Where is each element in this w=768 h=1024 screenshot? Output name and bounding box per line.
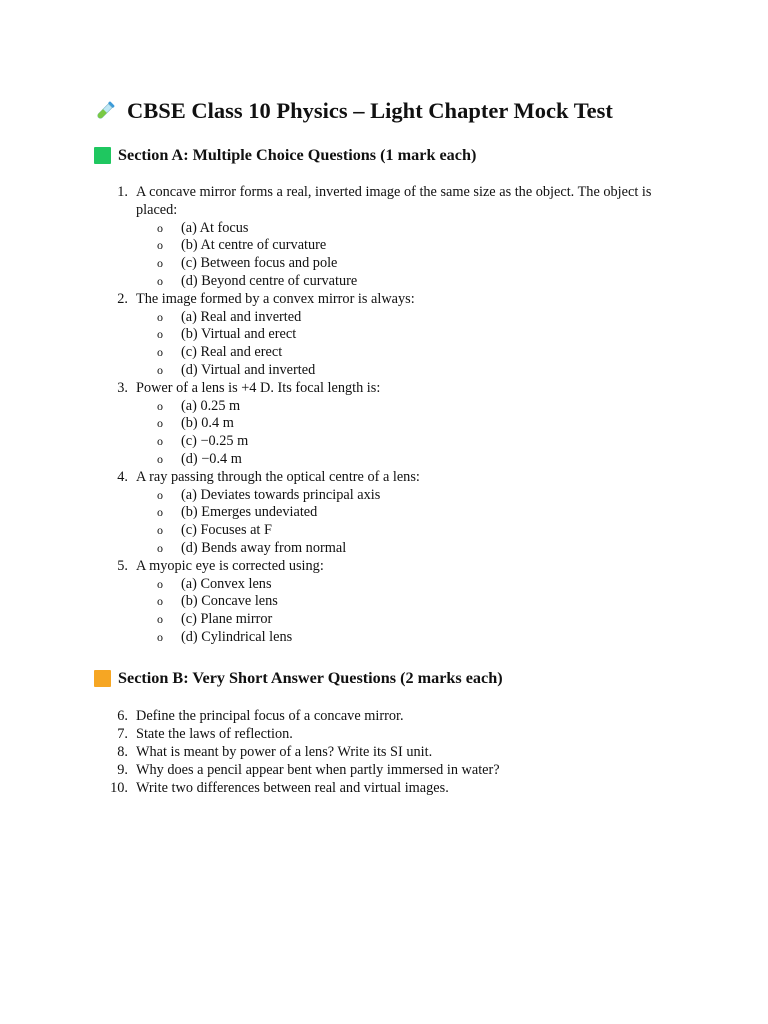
option-text: (b) At centre of curvature [181, 237, 327, 254]
option-text: (a) 0.25 m [181, 397, 241, 414]
option-text: (b) Virtual and erect [181, 326, 297, 343]
option-list [136, 576, 673, 647]
question-item [0, 761, 768, 779]
circle-bullet-icon: o [157, 362, 163, 377]
circle-bullet-icon: o [157, 523, 163, 538]
question-item [0, 380, 768, 469]
question-text: The image formed by a convex mirror is always: [136, 290, 415, 307]
option-item [136, 629, 673, 647]
question-text: Power of a lens is +4 D. Its focal length is: [136, 379, 381, 396]
option-list [136, 309, 673, 380]
circle-bullet-icon: o [157, 256, 163, 271]
question-number: 3. [117, 379, 128, 396]
question-item [0, 558, 768, 647]
green-square-icon [94, 147, 111, 164]
circle-bullet-icon: o [157, 540, 163, 555]
section-b-question-list [0, 707, 768, 797]
option-text: (a) Convex lens [181, 575, 272, 592]
question-number: 9. [117, 762, 128, 778]
option-list [136, 220, 673, 291]
option-text: (d) −0.4 m [181, 450, 242, 467]
option-item [136, 611, 673, 629]
option-item [136, 326, 673, 344]
option-list [136, 398, 673, 469]
question-number: 8. [117, 744, 128, 760]
page-title [93, 96, 613, 126]
question-item [0, 707, 768, 725]
question-item [0, 743, 768, 761]
option-item [136, 593, 673, 611]
option-text: (d) Bends away from normal [181, 539, 347, 556]
circle-bullet-icon: o [157, 327, 163, 342]
circle-bullet-icon: o [157, 416, 163, 431]
circle-bullet-icon: o [157, 629, 163, 644]
option-text: (a) At focus [181, 219, 249, 236]
section-a-heading-text: Section A: Multiple Choice Questions (1 mark each) [118, 145, 477, 164]
question-item [0, 184, 768, 291]
option-text: (d) Cylindrical lens [181, 628, 293, 645]
page-title-text: CBSE Class 10 Physics – Light Chapter Mock Test [127, 98, 613, 123]
option-text: (a) Real and inverted [181, 308, 302, 325]
option-item [136, 415, 673, 433]
section-a-question-list [0, 184, 768, 647]
circle-bullet-icon: o [157, 594, 163, 609]
section-b-heading [94, 667, 503, 689]
option-text: (c) −0.25 m [181, 433, 249, 450]
question-text: A ray passing through the optical centre of a lens: [136, 468, 420, 485]
option-item [136, 433, 673, 451]
circle-bullet-icon: o [157, 345, 163, 360]
option-text: (b) 0.4 m [181, 415, 234, 432]
question-text: Define the principal focus of a concave mirror. [136, 708, 404, 724]
question-item [0, 469, 768, 558]
circle-bullet-icon: o [157, 309, 163, 324]
option-text: (d) Virtual and inverted [181, 361, 316, 378]
option-item [136, 540, 673, 558]
circle-bullet-icon: o [157, 505, 163, 520]
option-item [136, 362, 673, 380]
option-item [136, 451, 673, 469]
option-item [136, 344, 673, 362]
option-item [136, 237, 673, 255]
question-text: A myopic eye is corrected using: [136, 557, 324, 574]
orange-square-icon [94, 670, 111, 687]
option-item [136, 504, 673, 522]
question-number: 7. [117, 726, 128, 742]
option-text: (b) Emerges undeviated [181, 504, 318, 521]
question-text: Why does a pencil appear bent when partly immersed in water? [136, 762, 500, 778]
circle-bullet-icon: o [157, 487, 163, 502]
question-number: 4. [117, 468, 128, 485]
test-tube-icon [93, 99, 117, 123]
circle-bullet-icon: o [157, 220, 163, 235]
option-item [136, 522, 673, 540]
option-item [136, 398, 673, 416]
question-text: Write two differences between real and virtual images. [136, 780, 449, 796]
question-item [0, 725, 768, 743]
option-text: (b) Concave lens [181, 593, 278, 610]
circle-bullet-icon: o [157, 434, 163, 449]
circle-bullet-icon: o [157, 612, 163, 627]
circle-bullet-icon: o [157, 576, 163, 591]
option-item [136, 255, 673, 273]
circle-bullet-icon: o [157, 273, 163, 288]
option-text: (a) Deviates towards principal axis [181, 486, 381, 503]
circle-bullet-icon: o [157, 398, 163, 413]
question-item [0, 291, 768, 380]
question-text: What is meant by power of a lens? Write its SI unit. [136, 744, 433, 760]
option-item [136, 273, 673, 291]
question-number: 10. [110, 780, 128, 796]
option-text: (d) Beyond centre of curvature [181, 272, 358, 289]
question-number: 1. [117, 184, 128, 200]
circle-bullet-icon: o [157, 451, 163, 466]
question-number: 5. [117, 557, 128, 574]
question-item [0, 779, 768, 797]
option-item [136, 220, 673, 238]
question-number: 2. [117, 290, 128, 307]
circle-bullet-icon: o [157, 238, 163, 253]
option-text: (c) Plane mirror [181, 611, 273, 628]
option-item [136, 576, 673, 594]
section-b-heading-text: Section B: Very Short Answer Questions (2 marks each) [118, 668, 503, 687]
option-item [136, 309, 673, 327]
option-text: (c) Focuses at F [181, 522, 272, 539]
question-text: State the laws of reflection. [136, 726, 293, 742]
section-a-heading [94, 144, 476, 166]
option-item [136, 487, 673, 505]
option-list [136, 487, 673, 558]
question-text: A concave mirror forms a real, inverted image of the same size as the object. The object is placed: [136, 184, 652, 218]
question-number: 6. [117, 708, 128, 724]
option-text: (c) Between focus and pole [181, 255, 338, 272]
option-text: (c) Real and erect [181, 344, 283, 361]
